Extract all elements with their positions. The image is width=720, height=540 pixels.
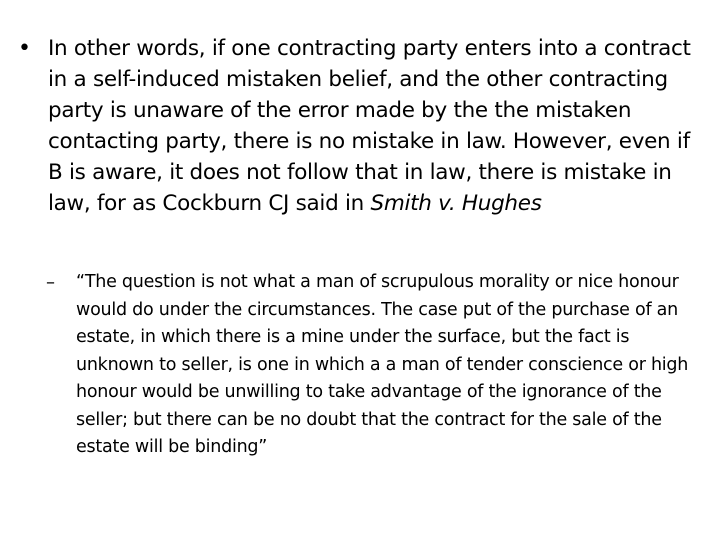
sub-bullet [46,269,706,462]
bullet-marker: • [18,36,31,61]
case-name: Smith v. Hughes [370,191,542,216]
bullet-body-text: In other words, if one contracting party enters into a contract in a self-induced mistaken belief, and the other contracting party is unaware of the error made by the the mistaken contacting party, there is no mistake in law. However, even if B is aware, it does not follow that in law, there is mistake in law, for as Cockburn CJ said in [48,36,691,216]
bullet-text [48,33,708,219]
quote-text: “The question is not what a man of scrupulous morality or nice honour would do under the circumstances. The case put of the purchase of an estate, in which there is a mine under the surface, but the fact is unknown to seller, is one in which a a man of tender conscience or high honour would be unwilling to take advantage of the ignorance of the seller; but there can be no doubt that the contract for the sale of the estate will be binding” [76,272,689,457]
bullet-row [18,33,708,219]
sub-bullet-row [46,269,706,462]
sub-bullet-marker: – [46,272,55,293]
main-bullet [18,33,708,219]
